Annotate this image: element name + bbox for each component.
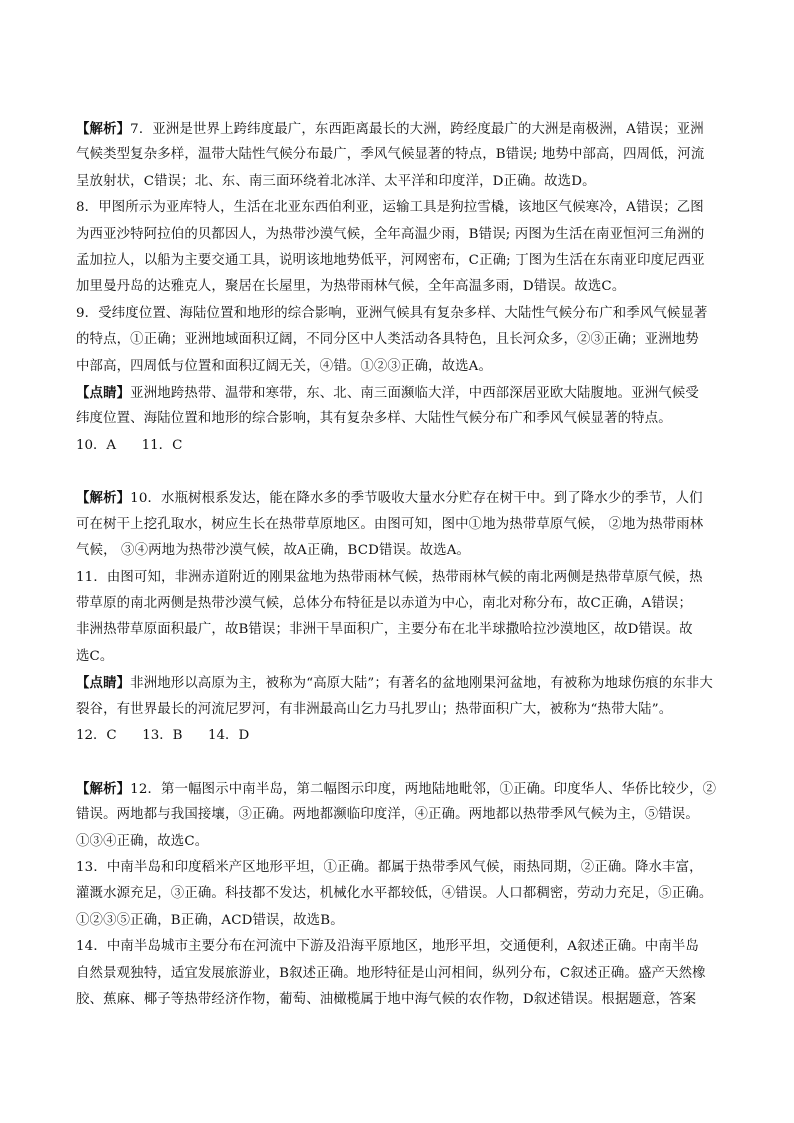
line-15 [76,485,721,511]
line-22 [76,670,721,696]
analysis-tag: 【解析】 [76,780,131,797]
note-tag: 【点睛】 [76,675,131,692]
line-18: 11．由图可知，非洲赤道附近的刚果盆地为热带雨林气候，热带雨林气候的南北两侧是热带草原气候，热 [76,569,703,585]
line-9: 的特点，①正确；亚洲地域面积辽阔，不同分区中人类活动各具特色，且长河众多，②③正确；亚洲地势 [76,332,699,348]
answer-line-12-14: 12．C 13．B 14．D [76,727,250,743]
answer-line-10-11: 10．A 11．C [76,437,183,453]
line-17: 气候， ③④两地为热带沙漠气候，故A正确，BCD错误。故选A。 [76,543,471,559]
line-34: 胶、蕉麻、椰子等热带经济作物，葡萄、油橄榄属于地中海气候的农作物，D叙述错误。根据题意，答案 [76,991,697,1007]
line-19: 带草原的南北两侧是热带沙漠气候，总体分布特征是以赤道为中心，南北对称分布，故C正确，A错误； [76,596,692,612]
line-33: 自然景观独特，适宜发展旅游业，B叙述正确。地形特征是山河相间，纵列分布，C叙述正确。盛产天然橡 [76,965,706,981]
line-text: 12．第一幅图示中南半岛，第二幅图示印度，两地陆地毗邻，①正确。印度华人、华侨比较少，② [130,781,717,797]
document-page [76,116,721,1013]
line-4: 8．甲图所示为亚库特人，生活在北亚东西伯利亚，运输工具是狗拉雪橇，该地区气候寒冷，A错误；乙图 [76,200,704,216]
line-27: 错误。两地都与我国接壤，③正确。两地都濒临印度洋，④正确。两地都以热带季风气候为主，⑤错误。 [76,807,699,823]
line-text: 10．水瓶树根系发达，能在降水多的季节吸收大量水分贮存在树干中。到了降水少的季节，人们 [130,491,703,507]
line-2: 气候类型复杂多样，温带大陆性气候分布最广，季风气候显著的特点，B错误; 地势中部高，四周低，河流 [76,147,705,163]
line-26 [76,776,721,802]
line-10: 中部高，四周低与位置和面积辽阔无关，④错。①②③正确，故选A。 [76,358,493,374]
line-12: 纬度位置、海陆位置和地形的综合影响，其有复杂多样、大陆性气候分布广和季风气候显著的特点。 [76,411,672,427]
line-23: 裂谷，有世界最长的河流尼罗河，有非洲最高山乞力马扎罗山；热带面积广大，被称为“热带大陆”。 [76,701,673,717]
line-21: 选C。 [76,648,114,664]
line-31: ①②③⑤正确，B正确，ACD错误，故选B。 [76,912,344,928]
line-32: 14．中南半岛城市主要分布在河流中下游及沿海平原地区，地形平坦，交通便利，A叙述正确。中南半岛 [76,939,699,955]
blank-gap [76,749,721,775]
line-30: 灌溉水源充足，③正确。科技都不发达，机械化水平都较低，④错误。人口都稠密，劳动力充足，⑤正确。 [76,886,713,902]
line-text: 亚洲地跨热带、温带和寒带，东、北、南三面濒临大洋，中西部深居亚欧大陆腹地。亚洲气候受 [130,385,699,401]
line-text: 7．亚洲是世界上跨纬度最广，东西距离最长的大洲，跨经度最广的大洲是南极洲，A错误；亚洲 [130,122,704,137]
blank-gap [76,459,721,485]
line-7: 加里曼丹岛的达雅克人，聚居在长屋里，为热带雨林气候，全年高温多雨，D错误。故选C。 [76,279,626,295]
analysis-tag: 【解析】 [76,490,131,507]
line-8: 9．受纬度位置、海陆位置和地形的综合影响，亚洲气候具有复杂多样、大陆性气候分布广和季风气候显著 [76,305,708,321]
line-text: 非洲地形以高原为主，被称为“高原大陆”；有著名的盆地刚果河盆地，有被称为地球伤痕的东非大 [130,676,713,692]
line-11 [76,380,721,406]
line-29: 13．中南半岛和印度稻米产区地形平坦，①正确。都属于热带季风气候，雨热同期，②正确。降水丰富， [76,859,703,875]
line-3: 呈放射状，C错误；北、东、南三面环绕着北冰洋、太平洋和印度洋，D正确。故选D。 [76,173,596,189]
line-16: 可在树干上挖孔取水，树应生长在热带草原地区。由图可知，图中①地为热带草原气候， ②地为热带雨林 [76,516,704,532]
line-1 [76,116,721,142]
line-20: 非洲热带草原面积最广，故B错误；非洲干旱面积广，主要分布在北半球撒哈拉沙漠地区，故D错误。故 [76,622,693,638]
line-5: 为西亚沙特阿拉伯的贝都因人，为热带沙漠气候，全年高温少雨，B错误; 丙图为生活在南亚恒河三角洲的 [76,226,705,242]
line-6: 孟加拉人，以船为主要交通工具，说明该地地势低平，河网密布，C正确; 丁图为生活在东南亚印度尼西亚 [76,252,705,268]
note-tag: 【点睛】 [76,384,131,401]
line-28: ①③④正确，故选C。 [76,833,209,849]
analysis-tag: 【解析】 [76,121,131,137]
